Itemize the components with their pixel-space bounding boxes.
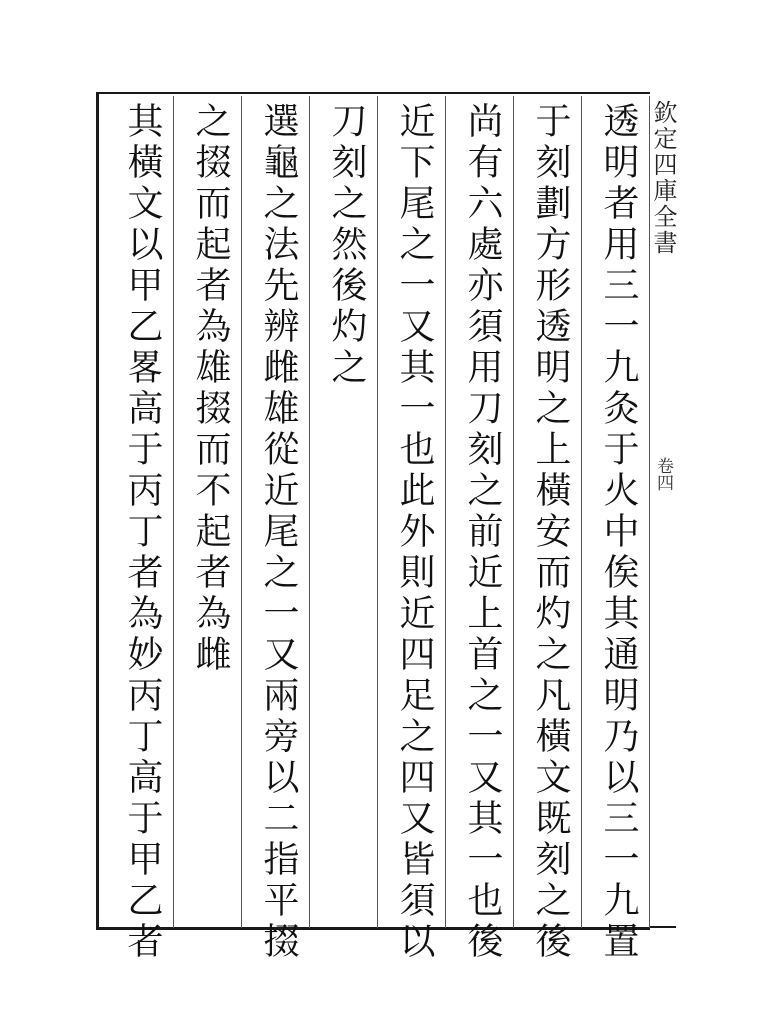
text-column-5 [314, 96, 378, 928]
column-5-text: 刀刻之然後灼之 [326, 102, 367, 389]
margin-strip [650, 92, 676, 930]
text-column-6 [246, 96, 310, 963]
column-2-text: 于刻劃方形透明之上橫安而灼之凡橫文既刻之後 [530, 102, 571, 963]
column-3-text: 尚有六處亦須用刀刻之前近上首之一又其一也後 [462, 102, 503, 963]
text-block [102, 96, 650, 963]
volume-label: 卷四 [653, 457, 673, 491]
column-4-text: 近下尾之一又其一也此外則近四足之四又皆須以 [394, 102, 435, 963]
text-column-7 [178, 96, 242, 928]
book-title: 欽定四庫全書 [649, 100, 677, 256]
text-column-4 [382, 96, 446, 963]
column-7-text: 之掇而起者為雄掇而不起者為雌 [190, 102, 231, 676]
text-column-1 [586, 96, 650, 963]
column-1-text: 透明者用三一九灸于火中俟其通明乃以三一九置 [598, 102, 639, 963]
column-8-text: 其橫文以甲乙畧高于丙丁者為妙丙丁高于甲乙者 [122, 102, 163, 963]
margin-tick [650, 912, 676, 928]
text-column-8 [110, 96, 174, 963]
column-6-text: 選龜之法先辨雌雄從近尾之一又兩旁以二指平掇 [258, 102, 299, 963]
text-column-3 [450, 96, 514, 963]
text-column-2 [518, 96, 582, 963]
